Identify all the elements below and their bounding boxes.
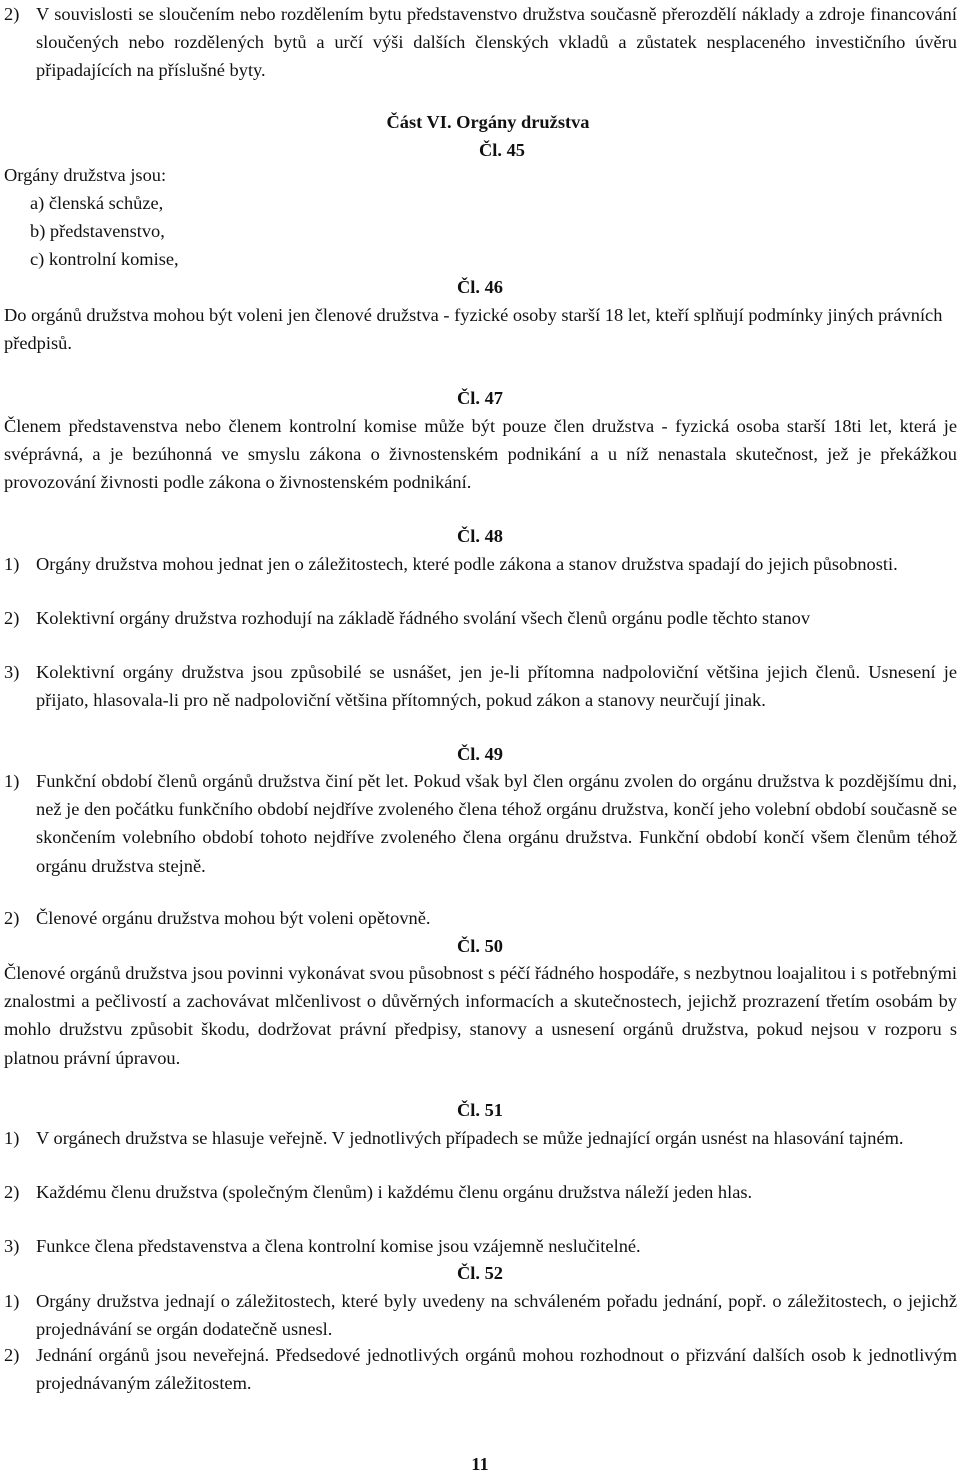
- article-title-46: Čl. 46: [457, 277, 503, 297]
- article-51-item-2: Každému členu družstva (společným členům) i každému členu orgánu družstva náleží jeden hlas.: [36, 1182, 753, 1202]
- article-title-51: Čl. 51: [457, 1100, 503, 1120]
- paragraph-number: 2): [4, 608, 20, 628]
- article-title-47: Čl. 47: [457, 388, 503, 408]
- article-49-item-2: Členové orgánu družstva mohou být voleni opětovně.: [36, 908, 431, 928]
- list-item: b) představenstvo,: [30, 221, 165, 241]
- article-46-text: Do orgánů družstva mohou být voleni jen členové družstva - fyzické osoby starší 18 let, kteří splňují podmínky jiných právních předpisů.: [4, 305, 943, 354]
- paragraph-number: 2): [4, 4, 20, 24]
- article-title-52: Čl. 52: [457, 1263, 503, 1283]
- article-52-item-1: Orgány družstva jednají o záležitostech, které byly uvedeny na schváleném pořadu jednání, popř. o záležitostech, o jejichž projednávání se orgán dodatečně usnesl.: [36, 1291, 957, 1340]
- article-52-item-2: Jednání orgánů jsou neveřejná. Předsedové jednotlivých orgánů mohou rozhodnout o přizvání dalších osob k jednotlivým projednávaným záležitostem.: [36, 1345, 957, 1394]
- paragraph-number: 3): [4, 662, 20, 682]
- article-title-48: Čl. 48: [457, 526, 503, 546]
- article-title-50: Čl. 50: [457, 936, 503, 956]
- paragraph-number: 1): [4, 1128, 20, 1148]
- organs-lead: Orgány družstva jsou:: [4, 165, 167, 185]
- paragraph-number: 1): [4, 771, 20, 791]
- paragraph-number: 2): [4, 908, 20, 928]
- page-number: 11: [471, 1454, 489, 1474]
- part-title: Část VI. Orgány družstva: [386, 112, 590, 132]
- paragraph-number: 2): [4, 1345, 20, 1365]
- article-50-text: Členové orgánů družstva jsou povinni vykonávat svou působnost s péčí řádného hospodáře, s nezbytnou loajalitou i s potřebnými znalostmi a pečlivostí a zachovávat mlčenlivost o důvěrných informacích a skutečnostech, jejichž prozrazení třetím osobám by mohlo družstvu způsobit škodu, dodržovat právní předpisy, stanovy a usnesení orgánů družstva, pokud nejsou v rozporu s platnou právní úpravou.: [4, 963, 957, 1068]
- article-title-45: Čl. 45: [479, 140, 525, 160]
- paragraph-number: 3): [4, 1236, 20, 1256]
- list-item: a) členská schůze,: [30, 193, 164, 213]
- article-51-item-1: V orgánech družstva se hlasuje veřejně. V jednotlivých případech se může jednající orgán usnést na hlasování tajném.: [36, 1128, 904, 1148]
- paragraph-number: 2): [4, 1182, 20, 1202]
- paragraph-number: 1): [4, 1291, 20, 1311]
- article-49-item-1: Funkční období členů orgánů družstva činí pět let. Pokud však byl člen orgánu zvolen do orgánu družstva k pozdějšímu dni, než je den počátku funkčního období nejdříve zvoleného člena téhož orgánu družstva, končí jeho volební období současně se skončením volebního období tohoto nejdříve zvoleného člena orgánu družstva. Funkční období končí všem členům téhož orgánu družstva stejně.: [36, 771, 957, 876]
- article-48-item-2: Kolektivní orgány družstva rozhodují na základě řádného svolání všech členů orgánu podle těchto stanov: [36, 608, 811, 628]
- article-title-49: Čl. 49: [457, 744, 503, 764]
- article-47-text: Členem představenstva nebo členem kontrolní komise může být pouze člen družstva - fyzická osoba starší 18ti let, která je svéprávná, a je bezúhonná ve smyslu zákona o živnostenském podnikání a u níž nenastala skutečnost, jež je překážkou provozování živnosti podle zákona o živnostenském podnikání.: [4, 416, 957, 493]
- article-51-item-3: Funkce člena představenstva a člena kontrolní komise jsou vzájemně neslučitelné.: [36, 1236, 641, 1256]
- article-48-item-1: Orgány družstva mohou jednat jen o záležitostech, které podle zákona a stanov družstva spadají do jejich působnosti.: [36, 554, 898, 574]
- intro-paragraph: V souvislosti se sloučením nebo rozdělením bytu představenstvo družstva současně přerozdělí náklady a zdroje financování sloučených nebo rozdělených bytů a určí výši dalších členských vkladů a zůstatek nesplaceného investičního úvěru připadajících na příslušné byty.: [36, 4, 957, 81]
- list-item: c) kontrolní komise,: [30, 249, 179, 269]
- paragraph-number: 1): [4, 554, 20, 574]
- article-48-item-3: Kolektivní orgány družstva jsou způsobilé se usnášet, jen je-li přítomna nadpoloviční většina jejich členů. Usnesení je přijato, hlasovala-li pro ně nadpoloviční většina přítomných, pokud zákon a stanovy neurčují jinak.: [36, 662, 957, 711]
